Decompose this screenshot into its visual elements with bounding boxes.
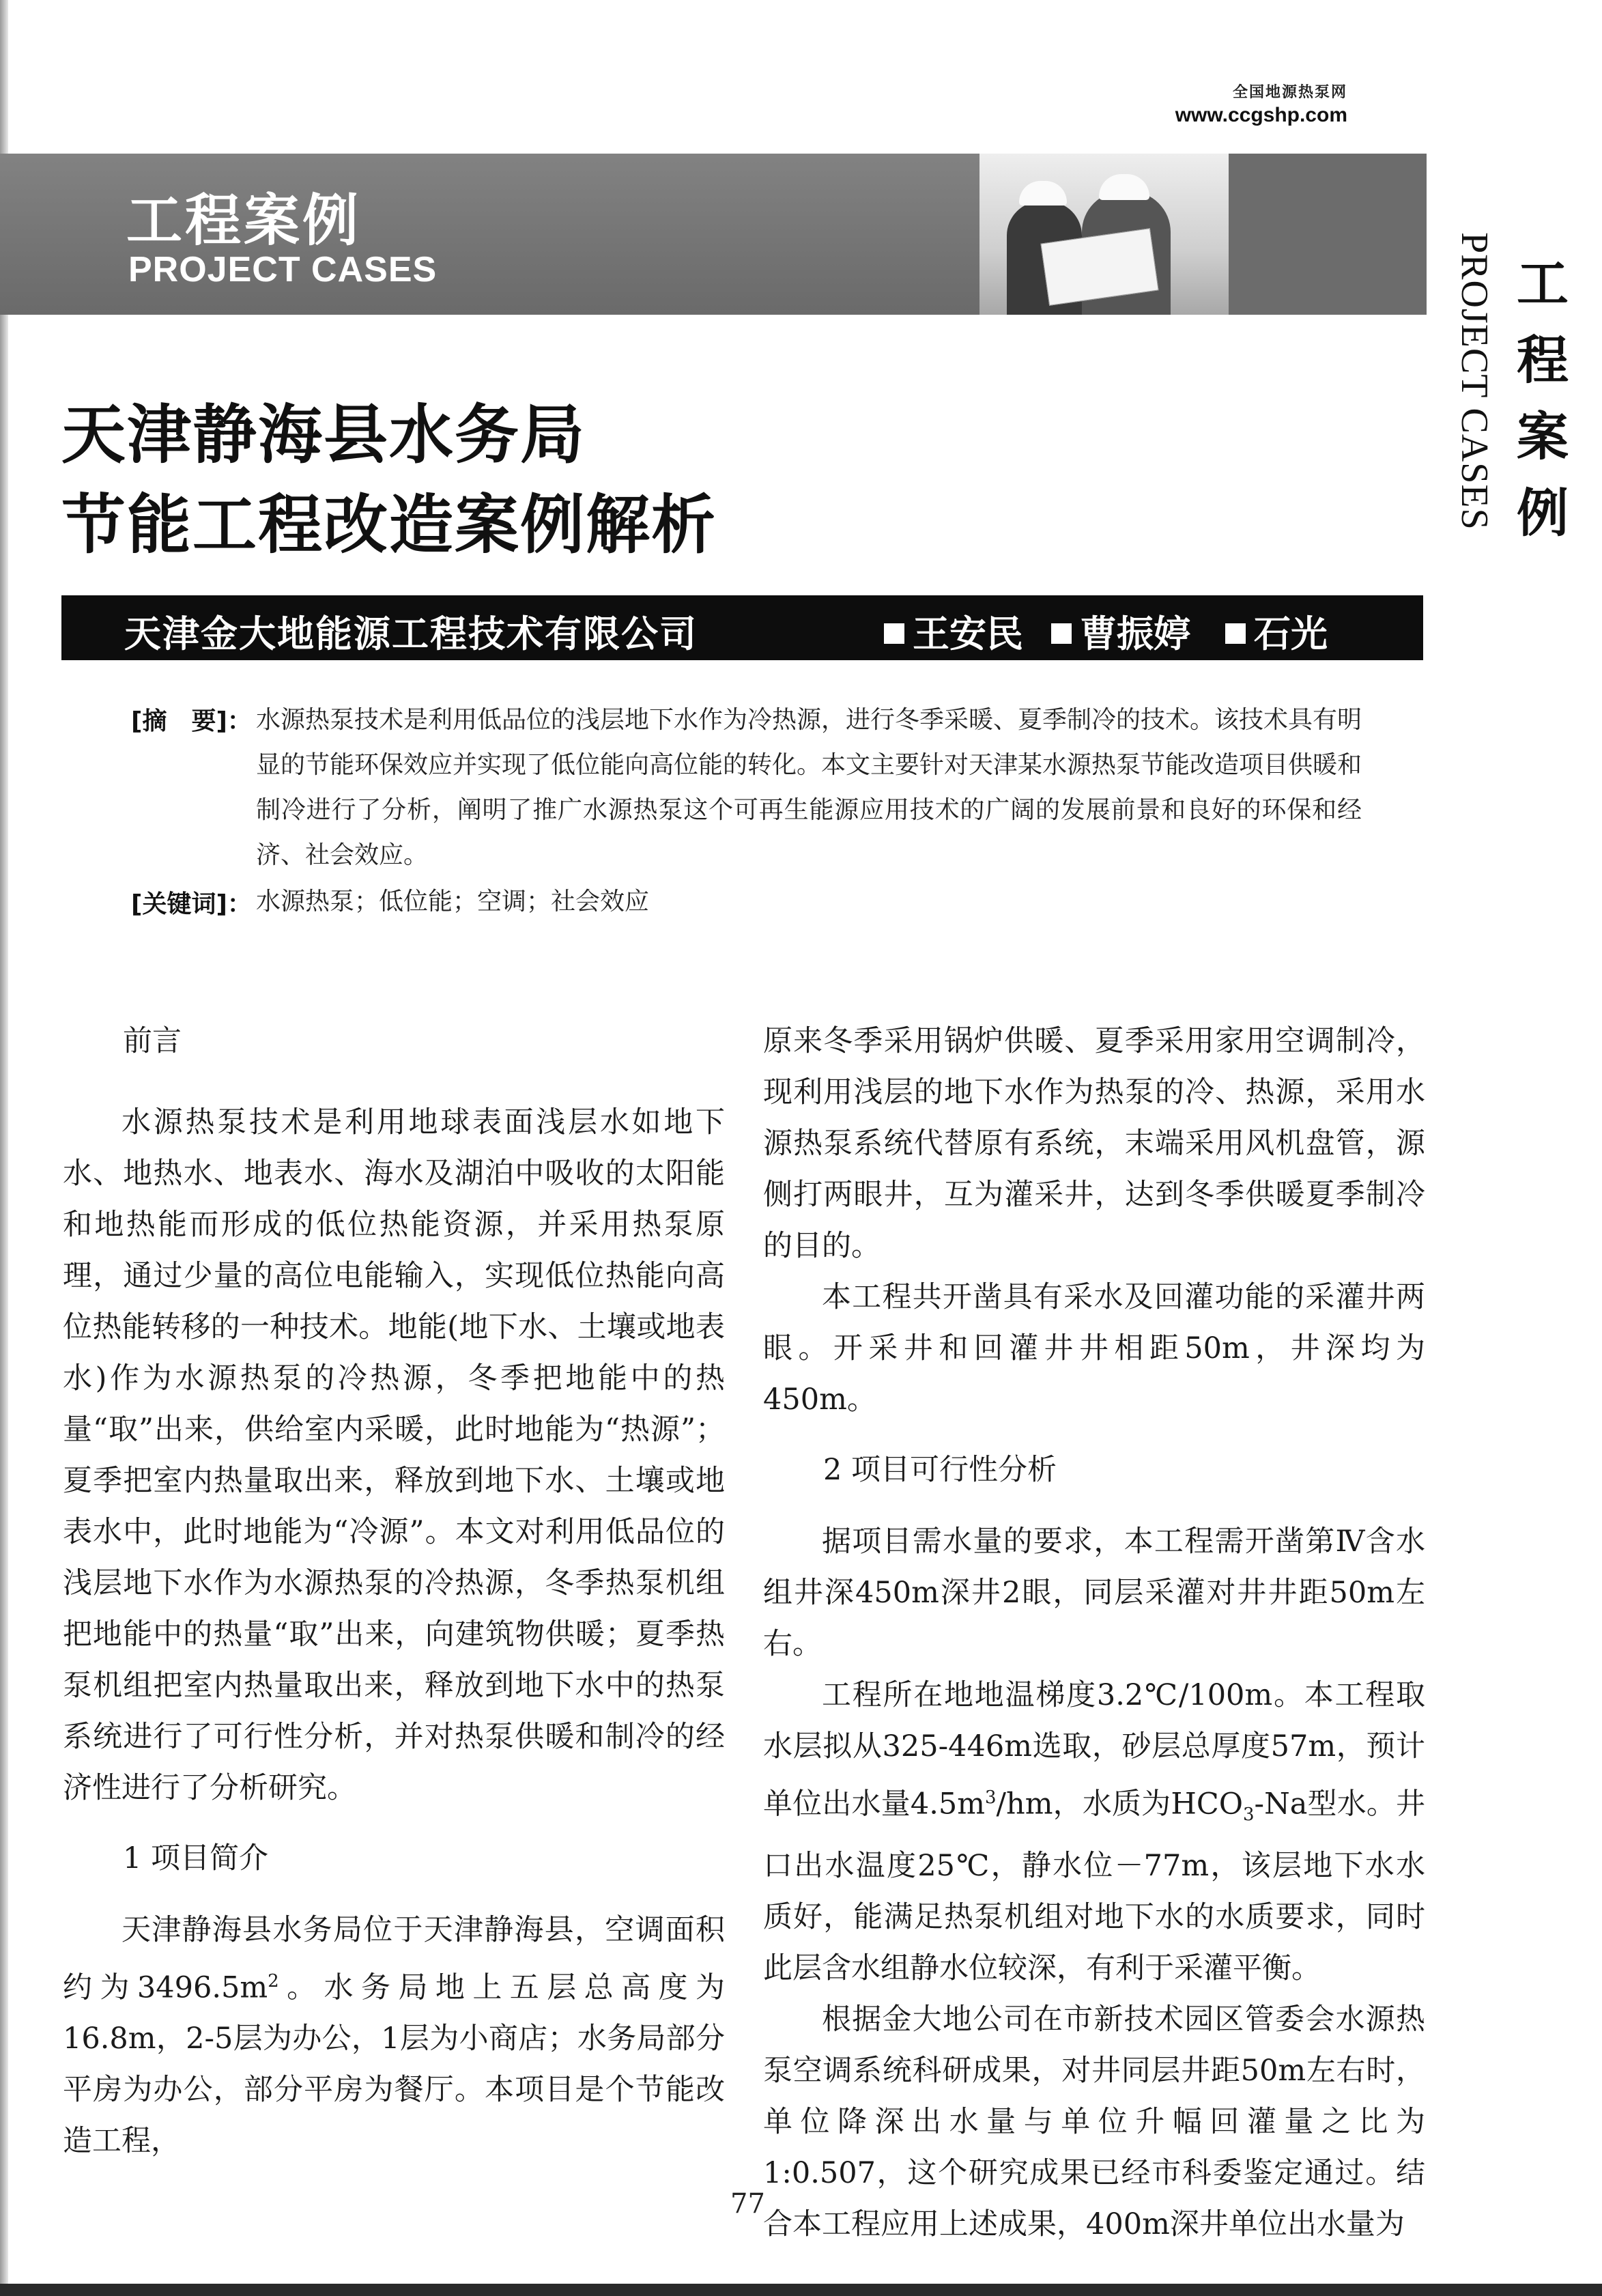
abstract-label: [摘 要]： (131, 707, 252, 735)
abstract-text: 水源热泵技术是利用低品位的浅层地下水作为冷热源，进行冬季采暖、夏季制冷的技术。该技术具有明显的节能环保效应并实现了低位能向高位能的转化。本文主要针对天津某水源热泵节能改造项目供暖和制冷进行了分析，阐明了推广水源热泵这个可再生能源应用技术的广阔的发展前景和良好的环保和经济、社会效应。 (256, 706, 1362, 869)
title-line-2: 节能工程改造案例解析 (61, 488, 717, 563)
author-organization: 天津金大地能源工程技术有限公司 (124, 612, 698, 655)
site-name: 全国地源热泵网 (1232, 84, 1347, 101)
side-title-en: PROJECT CASES (1453, 232, 1496, 530)
banner-title-cn: 工程案例 (126, 188, 362, 253)
article-title (61, 391, 717, 571)
keywords-text: 水源热泵；低位能；空调；社会效应 (256, 888, 650, 916)
heading-feasibility: 2 项目可行性分析 (823, 1453, 1057, 1487)
paragraph-geology: 工程所在地地温梯度3.2℃/100m。本工程取水层拟从325-446m选取，砂层总厚度57m，预计单位出水量$4.5m^3/hm$，水质为$HCO_3-Na$型水。井口出水温度25℃，静水位－77m，该层地下水水质好，能满足热泵机组对地下水的水质要求，同时此层含水组静水位较深，有利于采灌平衡。 (763, 1678, 1426, 1985)
author-2: 曹振婷 (1051, 605, 1190, 657)
banner-dark-block (1229, 154, 1427, 315)
side-title-cn: 工 程 案 例 (1517, 253, 1569, 543)
paragraph-wells: 本工程共开凿具有采水及回灌功能的采灌井两眼。开采井和回灌井井相距50m，井深均为450m。 (763, 1280, 1425, 1417)
left-column (63, 1016, 725, 2167)
paragraph-intro: 水源热泵技术是利用地球表面浅层水如地下水、地热水、地表水、海水及湖泊中吸收的太阳能和地热能而形成的低位热能资源，并采用热泵原理，通过少量的高位电能输入，实现低位热能向高位热能转移的一种技术。地能(地下水、土壤或地表水)作为水源热泵的冷热源，冬季把地能中的热量“取”出来，供给室内采暖，此时地能为“热源”；夏季把室内热量取出来，释放到地下水、土壤或地表水中，此时地能为“冷源”。本文对利用低品位的浅层地下水作为水源热泵的冷热源，冬季热泵机组把地能中的热量“取”出来，向建筑物供暖；夏季热泵机组把室内热量取出来，释放到地下水中的热泵系统进行了可行性分析，并对热泵供暖和制冷的经济性进行了分析研究。 (63, 1105, 725, 1805)
heading-intro: 前言 (123, 1024, 182, 1058)
keywords-label: [关键词]： (131, 890, 252, 918)
author-bar (61, 595, 1423, 660)
engineers-photo (979, 154, 1229, 315)
author-1: 王安民 (884, 605, 1023, 657)
page-number: 77 (730, 2188, 765, 2220)
scan-edge-left (0, 0, 8, 2296)
paragraph-research-results: 根据金大地公司在市新技术园区管委会水源热泵空调系统科研成果，对井同层井距50m左右时，单位降深出水量与单位升幅回灌量之比为1:0.507，这个研究成果已经市科委鉴定通过。结合本工程应用上述成果，400m深井单位出水量为 (763, 2002, 1425, 2241)
paragraph-project-summary: 天津静海县水务局位于天津静海县，空调面积约为$3496.5m^2$。水务局地上五层总高度为16.8m，2-5层为办公，1层为小商店；水务局部分平房为办公，部分平房为餐厅。本项目是个节能改造工程， (63, 1913, 726, 2159)
paragraph-water-demand: 据项目需水量的要求，本工程需开凿第Ⅳ含水组井深450m深井2眼，同层采灌对井井距50m左右。 (763, 1525, 1425, 1661)
heading-project-summary: 1 项目简介 (123, 1841, 269, 1875)
title-line-1: 天津静海县水务局 (61, 398, 586, 472)
author-3: 石光 (1225, 605, 1328, 657)
scan-edge-bottom (0, 2284, 1602, 2296)
right-column (763, 1016, 1425, 2250)
banner-title-en: PROJECT CASES (128, 250, 438, 289)
paragraph-project-summary-cont: 原来冬季采用锅炉供暖、夏季采用家用空调制冷，现利用浅层的地下水作为热泵的冷、热源，采用水源热泵系统代替原有系统，末端采用风机盘管，源侧打两眼井，互为灌采井，达到冬季供暖夏季制冷的目的。 (763, 1024, 1425, 1263)
site-url: www.ccgshp.com (1175, 104, 1347, 126)
